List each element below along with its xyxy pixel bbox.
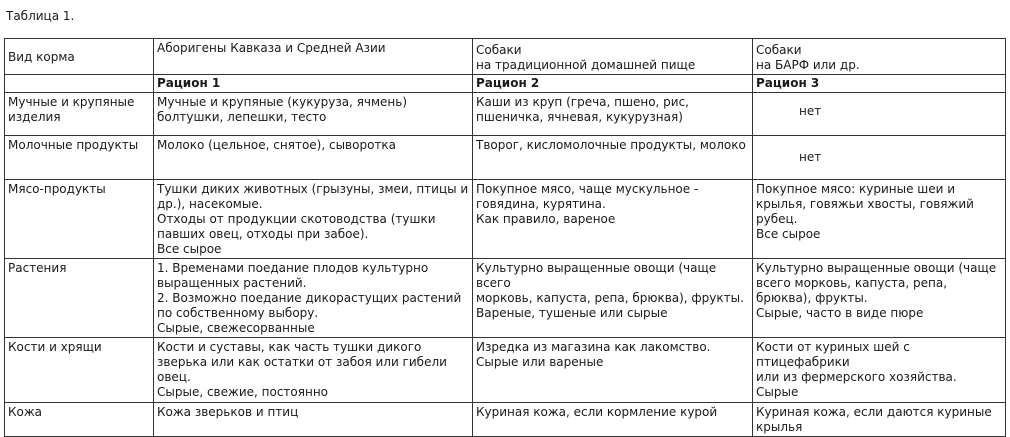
feeding-comparison-table bbox=[4, 38, 1006, 437]
table-caption: Таблица 1. bbox=[6, 9, 75, 23]
cell-ration-2: Куриная кожа, если кормление курой bbox=[473, 403, 753, 437]
ration-2-label: Рацион 2 bbox=[473, 75, 753, 93]
cell-ration-2: Культурно выращенные овощи (чаще всего морковь, капуста, репа, брюква), фрукты. Вареные, тушеные или сырые bbox=[473, 259, 753, 338]
category-cell: Мясо-продукты bbox=[5, 180, 154, 259]
table-row-skin bbox=[5, 403, 1006, 437]
cell-ration-2: Творог, кисломолочные продукты, молоко bbox=[473, 136, 753, 180]
category-cell: Кости и хрящи bbox=[5, 338, 154, 403]
ration-3-label: Рацион 3 bbox=[753, 75, 1006, 93]
header-col3: Собаки на БАРФ или др. bbox=[753, 39, 1006, 75]
table-row-bones bbox=[5, 338, 1006, 403]
cell-ration-3: нет bbox=[753, 136, 1006, 180]
table-header-row bbox=[5, 39, 1006, 75]
ration-blank-cell bbox=[5, 75, 154, 93]
table-row-grain bbox=[5, 93, 1006, 136]
cell-ration-1: Тушки диких животных (грызуны, змеи, птицы и др.), насекомые. Отходы от продукции скотоводства (тушки павших овец, отходы при забое). Все сырое bbox=[154, 180, 473, 259]
header-col1: Аборигены Кавказа и Средней Азии bbox=[154, 39, 473, 75]
category-cell: Молочные продукты bbox=[5, 136, 154, 180]
cell-ration-2: Каши из круп (греча, пшено, рис, пшеничка, ячневая, кукурузная) bbox=[473, 93, 753, 136]
cell-ration-3: Покупное мясо: куриные шеи и крылья, говяжьи хвосты, говяжий рубец. Все сырое bbox=[753, 180, 1006, 259]
cell-ration-3: Культурно выращенные овощи (чаще всего морковь, капуста, репа, брюква), фрукты. Сырые, часто в виде пюре bbox=[753, 259, 1006, 338]
cell-ration-3: Куриная кожа, если даются куриные крылья bbox=[753, 403, 1006, 437]
cell-ration-3: нет bbox=[753, 93, 1006, 136]
cell-ration-1: Молоко (цельное, снятое), сыворотка bbox=[154, 136, 473, 180]
cell-ration-2: Покупное мясо, чаще мускульное - говядина, курятина. Как правило, вареное bbox=[473, 180, 753, 259]
table-row-plants bbox=[5, 259, 1006, 338]
header-col2: Собаки на традиционной домашней пище bbox=[473, 39, 753, 75]
table-row-dairy bbox=[5, 136, 1006, 180]
cell-ration-2: Изредка из магазина как лакомство. Сырые или вареные bbox=[473, 338, 753, 403]
ration-row bbox=[5, 75, 1006, 93]
category-cell: Кожа bbox=[5, 403, 154, 437]
ration-1-label: Рацион 1 bbox=[154, 75, 473, 93]
cell-ration-1: 1. Временами поедание плодов культурно выращенных растений. 2. Возможно поедание дикорастущих растений по собственному выбору. Сырые, свежесорванные bbox=[154, 259, 473, 338]
cell-ration-1: Кости и суставы, как часть тушки дикого зверька или как остатки от забоя или гибели овец. Сырые, свежие, постоянно bbox=[154, 338, 473, 403]
cell-ration-1: Кожа зверьков и птиц bbox=[154, 403, 473, 437]
cell-ration-1: Мучные и крупяные (кукуруза, ячмень) болтушки, лепешки, тесто bbox=[154, 93, 473, 136]
category-cell: Растения bbox=[5, 259, 154, 338]
table-row-meat bbox=[5, 180, 1006, 259]
category-cell: Мучные и крупяные изделия bbox=[5, 93, 154, 136]
cell-ration-3: Кости от куриных шей с птицефабрики или из фермерского хозяйства. Сырые bbox=[753, 338, 1006, 403]
header-feed-type: Вид корма bbox=[5, 39, 154, 75]
